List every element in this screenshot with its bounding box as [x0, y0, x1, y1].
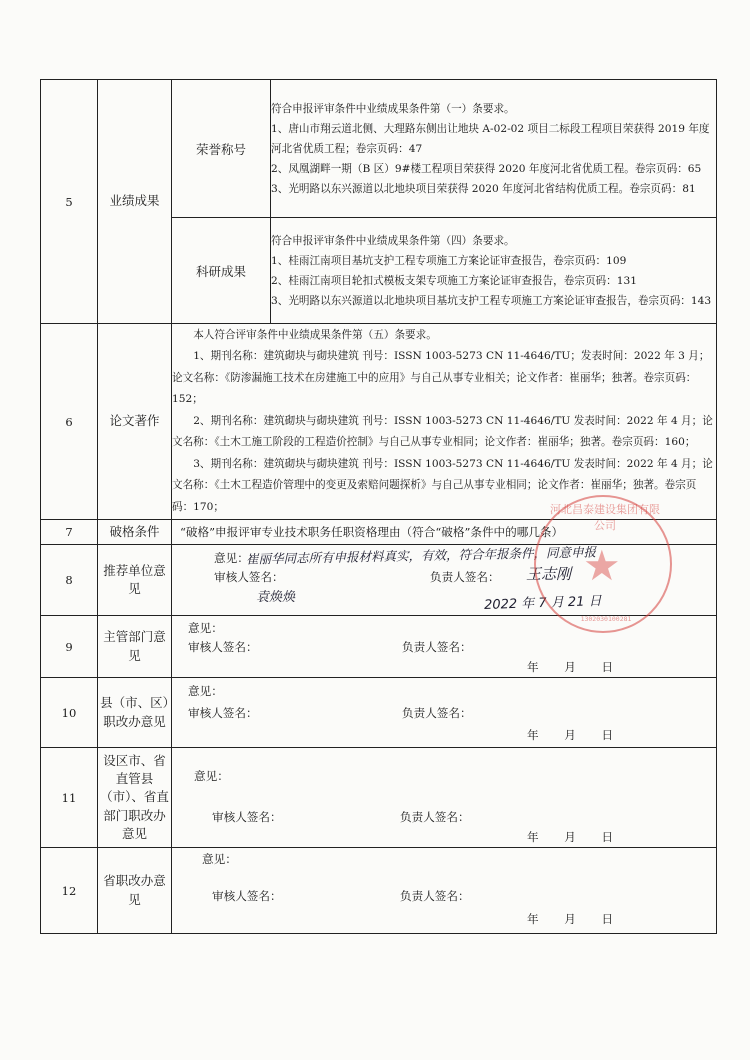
research-line: 符合申报评审条件中业绩成果条件第（四）条要求。	[271, 234, 515, 247]
row-number: 9	[41, 616, 98, 678]
honor-line: 2、凤凰湖畔一期（B 区）9#楼工程项目荣获得 2020 年度河北省优质工程。卷宗页码：65	[271, 162, 702, 175]
papers-paragraph: 本人符合评审条件中业绩成果条件第（五）条要求。	[193, 328, 437, 341]
row-label-papers: 论文著作	[98, 324, 172, 520]
company-seal	[534, 495, 672, 633]
reviewer-signature-label: 审核人签名：	[188, 706, 258, 720]
row-number: 11	[41, 748, 98, 848]
papers-paragraph: 2、期刊名称：建筑砌块与砌块建筑 刊号：ISSN 1003-5273 CN 11-4646/TU 发表时间：2022 年 4 月；论文名称：《土木工施工阶段的工程造价控制》与自己从事专业相同；论文作者：崔丽华；独著。卷宗页码：160；	[172, 414, 713, 449]
opinion-label: 意见：	[188, 621, 223, 635]
row-papers	[41, 324, 717, 520]
opinion-label: 意见：	[202, 852, 237, 866]
row-number: 5	[41, 80, 98, 324]
research-content	[271, 218, 717, 324]
leader-signature-label: 负责人签名：	[400, 810, 470, 824]
research-line: 2、桂雨江南项目轮扣式模板支架专项施工方案论证审查报告，卷宗页码：131	[271, 274, 637, 287]
seal-code: 1302030100281	[580, 615, 632, 623]
county-opinion-cell	[172, 678, 717, 748]
row-number: 12	[41, 848, 98, 934]
row-number: 7	[41, 520, 98, 545]
row-label-recommender: 推荐单位意见	[98, 545, 172, 616]
row-label-authority: 主管部门意见	[98, 616, 172, 678]
sub-label-research: 科研成果	[172, 218, 271, 324]
handwritten-date: 2022 年 7 月 21 日	[483, 593, 602, 614]
row-label-province: 省职改办意见	[98, 848, 172, 934]
reviewer-signature-label: 审核人签名：	[214, 570, 284, 584]
leader-signature: 王志刚	[526, 565, 572, 583]
honor-content	[271, 80, 717, 218]
reviewer-signature: 袁焕焕	[256, 590, 296, 605]
papers-paragraph: 3、期刊名称：建筑砌块与砌块建筑 刊号：ISSN 1003-5273 CN 11-4646/TU 发表时间：2022 年 4 月；论文名称：《土木工程造价管理中的变更及索赔问题探析》与自己从事专业相同；论文作者：崔丽华；独著。卷宗页码：170；	[172, 457, 713, 513]
row-county-opinion	[41, 678, 717, 748]
papers-content	[172, 324, 717, 520]
reviewer-signature-label: 审核人签名：	[212, 810, 282, 824]
research-line: 1、桂雨江南项目基坑支护工程专项施工方案论证审查报告，卷宗页码：109	[271, 254, 627, 267]
reviewer-signature-label: 审核人签名：	[188, 640, 258, 654]
papers-paragraph: 1、期刊名称：建筑砌块与砌块建筑 刊号：ISSN 1003-5273 CN 11-4646/TU；发表时间：2022 年 3 月；论文名称：《防渗漏施工技术在房建施工中的应用》与自己从事专业相关；论文作者：崔丽华；独著。卷宗页码：152；	[172, 350, 710, 406]
row-label-city: 设区市、省直管县（市）、省直部门职改办意见	[98, 748, 172, 848]
opinion-handwriting: 崔丽华同志所有申报材料真实，有效，符合年报条件，同意申报	[245, 544, 597, 567]
honor-line: 1、唐山市翔云道北侧、大理路东侧出让地块 A-02-02 项目二标段工程项目荣获得 2019 年度河北省优质工程；卷宗页码：47	[271, 122, 710, 155]
row-label-county: 县（市、区）职改办意见	[98, 678, 172, 748]
exceptional-text: “破格”申报评审专业技术职务任职资格理由（符合“破格”条件中的哪几条）	[172, 520, 717, 545]
date-label: 年 月 日	[527, 728, 614, 742]
row-number: 8	[41, 545, 98, 616]
honor-line: 符合申报评审条件中业绩成果条件第（一）条要求。	[271, 102, 515, 115]
date-label: 年 月 日	[527, 830, 614, 844]
seal-star-icon: ★	[583, 541, 621, 590]
opinion-label: 意见：	[214, 551, 249, 565]
row-number: 10	[41, 678, 98, 748]
date-label: 年 月 日	[527, 660, 614, 674]
date-label: 年 月 日	[527, 912, 614, 926]
opinion-label: 意见：	[188, 684, 223, 698]
city-opinion-cell	[172, 748, 717, 848]
leader-signature-label: 负责人签名：	[402, 640, 472, 654]
opinion-label: 意见：	[194, 769, 229, 783]
leader-signature-label: 负责人签名：	[400, 889, 470, 903]
row-label-exceptional: 破格条件	[98, 520, 172, 545]
leader-signature-label: 负责人签名：	[402, 706, 472, 720]
research-line: 3、光明路以东兴源道以北地块项目基坑支护工程专项施工方案论证审查报告，卷宗页码：143	[271, 294, 712, 307]
leader-signature-label: 负责人签名：	[430, 570, 500, 584]
row-province-opinion	[41, 848, 717, 934]
sub-label-honor: 荣誉称号	[172, 80, 271, 218]
seal-text: 河北昌泰建设集团有限公司	[550, 503, 660, 532]
honor-line: 3、光明路以东兴源道以北地块项目荣获得 2020 年度河北省结构优质工程。卷宗页码：81	[271, 182, 696, 195]
province-opinion-cell	[172, 848, 717, 934]
row-label-achievements: 业绩成果	[98, 80, 172, 324]
row-city-opinion	[41, 748, 717, 848]
row-achievements	[41, 80, 717, 218]
row-number: 6	[41, 324, 98, 520]
reviewer-signature-label: 审核人签名：	[212, 889, 282, 903]
